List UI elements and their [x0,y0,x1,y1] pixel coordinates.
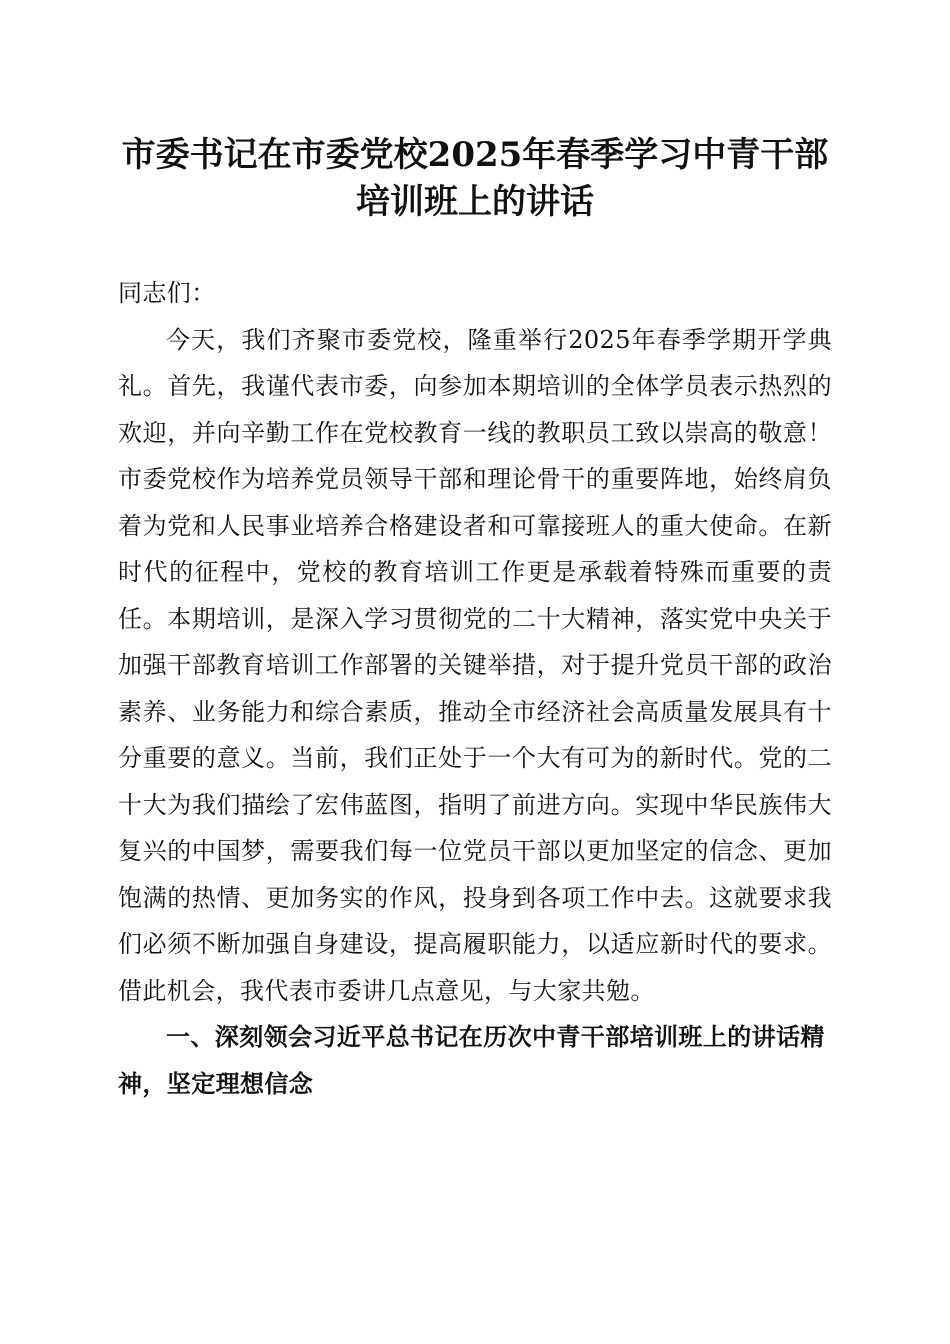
section-heading: 一、深刻领会习近平总书记在历次中青干部培训班上的讲话精神，坚定理想信念 [118,1023,825,1098]
salutation: 同志们： [118,279,216,307]
document-title: 市委书记在市委党校2025年春季学习中青干部培训班上的讲话 [121,135,829,222]
opening-paragraph: 今天，我们齐聚市委党校，隆重举行2025年春季学期开学典礼。首先，我谨代表市委，向参加本期培训的全体学员表示热烈的欢迎，并向辛勤工作在党校教育一线的教职员工致以崇高的敬意！市委党校作为培养党员领导干部和理论骨干的重要阵地，始终肩负着为党和人民事业培养合格建设者和可靠接班人的重大使命。在新时代的征程中，党校的教育培训工作更是承载着特殊而重要的责任。本期培训，是深入学习贯彻党的二十大精神，落实党中央关于加强干部教育培训工作部署的关键举措，对于提升党员干部的政治素养、业务能力和综合素质，推动全市经济社会高质量发展具有十分重要的意义。当前，我们正处于一个大有可为的新时代。党的二十大为我们描绘了宏伟蓝图，指明了前进方向。实现中华民族伟大复兴的中国梦，需要我们每一位党员干部以更加坚定的信念、更加饱满的热情、更加务实的作风，投身到各项工作中去。这就要求我们必须不断加强自身建设，提高履职能力，以适应新时代的要求。借此机会，我代表市委讲几点意见，与大家共勉。 [118,325,832,1005]
document-body [118,270,832,1107]
